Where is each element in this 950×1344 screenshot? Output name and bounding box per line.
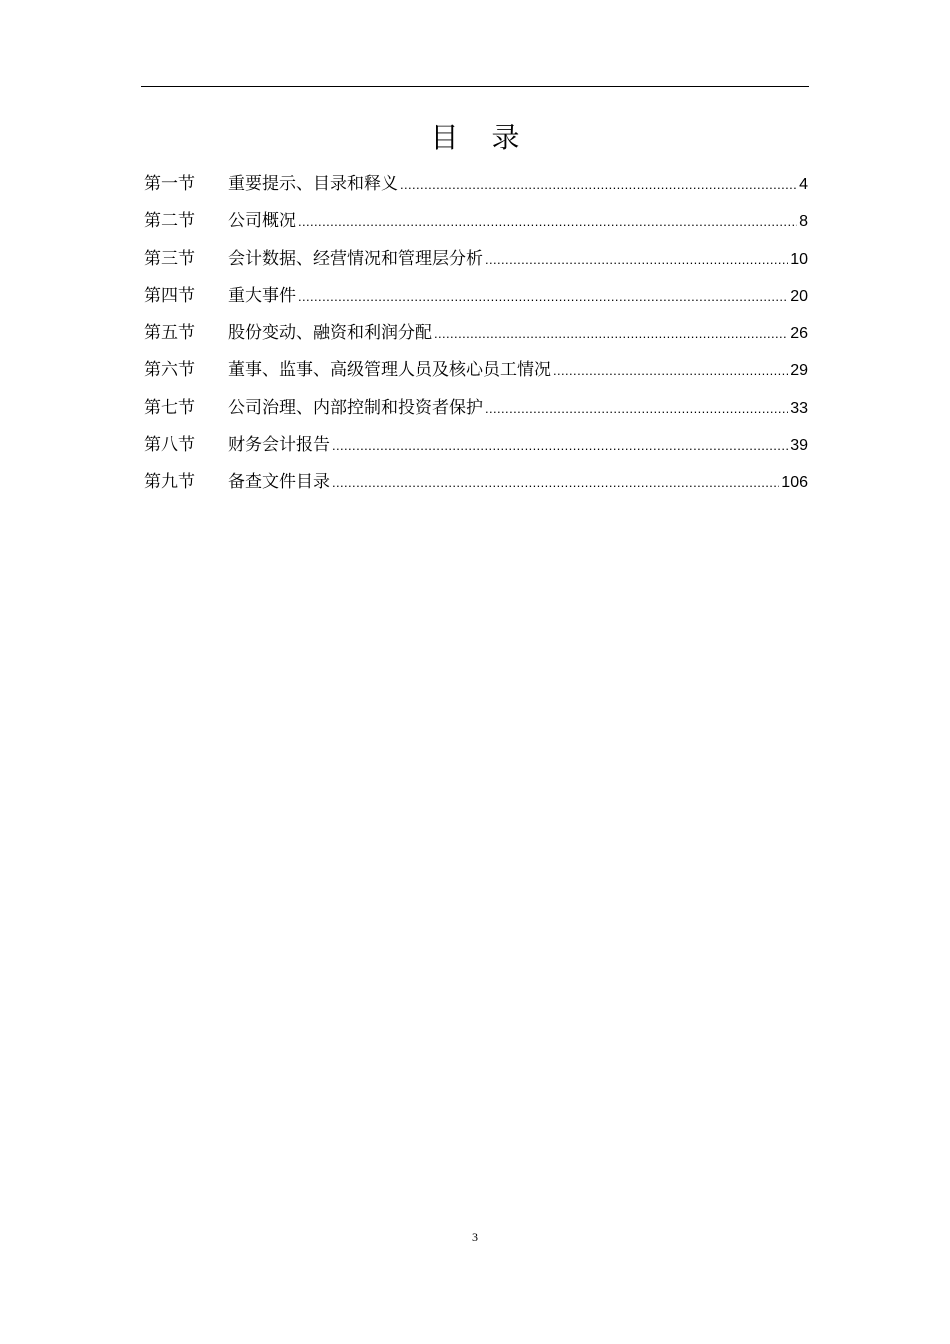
toc-dot-leader	[400, 166, 797, 203]
toc-page-number: 29	[790, 362, 808, 380]
toc-section-label: 第三节	[144, 248, 195, 269]
toc-section-label: 第二节	[144, 211, 195, 232]
toc-entry-title: 公司概况	[228, 211, 296, 232]
toc-entry-title: 财务会计报告	[228, 435, 330, 456]
toc-entry-title: 会计数据、经营情况和管理层分析	[228, 248, 483, 269]
toc-page-number: 33	[790, 399, 808, 417]
footer-page-number: 3	[472, 1230, 478, 1244]
toc-page-number: 106	[781, 474, 808, 492]
toc-entry-title: 董事、监事、高级管理人员及核心员工情况	[228, 360, 551, 381]
toc-section-label: 第八节	[144, 435, 195, 456]
toc-entry[interactable]	[144, 390, 808, 427]
toc-entry-title: 重大事件	[228, 285, 296, 306]
toc-entry[interactable]	[144, 315, 808, 352]
toc-dot-leader	[298, 203, 797, 240]
toc-section-label: 第六节	[144, 360, 195, 381]
toc-section-label: 第五节	[144, 323, 195, 344]
toc-title: 目 录	[430, 121, 532, 154]
toc-dot-leader	[298, 278, 788, 315]
toc-page-number: 10	[790, 250, 808, 268]
toc-section-label: 第九节	[144, 472, 195, 493]
toc-entry[interactable]	[144, 352, 808, 389]
toc-entry-title: 股份变动、融资和利润分配	[228, 323, 432, 344]
toc-page-number: 39	[790, 437, 808, 455]
toc-section-label: 第四节	[144, 285, 195, 306]
toc-dot-leader	[332, 427, 788, 464]
toc-dot-leader	[485, 390, 788, 427]
toc-page-number: 8	[799, 213, 808, 231]
toc-page-number: 20	[790, 287, 808, 305]
toc-entry[interactable]	[144, 166, 808, 203]
toc-entry-title: 备查文件目录	[228, 472, 330, 493]
toc-section-label: 第七节	[144, 397, 195, 418]
toc-entry-title: 公司治理、内部控制和投资者保护	[228, 397, 483, 418]
toc-dot-leader	[434, 315, 788, 352]
toc-page-number: 26	[790, 325, 808, 343]
toc-dot-leader	[485, 241, 788, 278]
toc-entry[interactable]	[144, 203, 808, 240]
toc-entry[interactable]	[144, 464, 808, 501]
toc-dot-leader	[553, 352, 788, 389]
toc-entry[interactable]	[144, 278, 808, 315]
toc-entry[interactable]	[144, 241, 808, 278]
toc-section-label: 第一节	[144, 174, 195, 194]
toc-dot-leader	[332, 464, 779, 501]
toc-page-number: 4	[799, 176, 808, 193]
toc-entry-title: 重要提示、目录和释义	[228, 174, 398, 194]
header-rule	[141, 86, 809, 87]
toc-list	[144, 166, 808, 502]
toc-entry[interactable]	[144, 427, 808, 464]
